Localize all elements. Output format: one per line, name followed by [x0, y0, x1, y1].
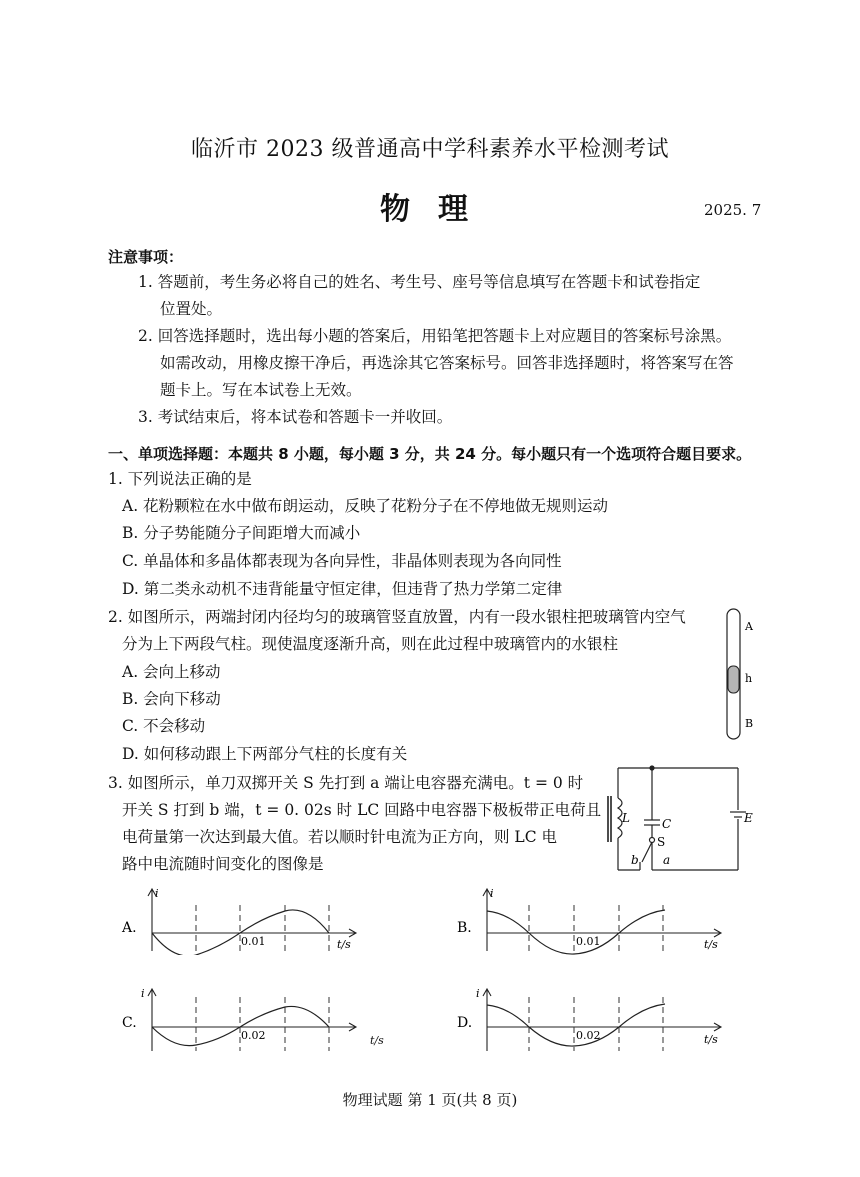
- graph-option-label: D.: [457, 1015, 473, 1031]
- q2-option-c: C. 不会移动: [122, 717, 206, 735]
- notice-line: 3. 考试结束后，将本试卷和答题卡一并收回。: [138, 408, 453, 426]
- graph-option-label: B.: [457, 920, 472, 936]
- q2-stem-line: 2. 如图所示，两端封闭内径均匀的玻璃管竖直放置，内有一段水银柱把玻璃管内空气: [108, 608, 686, 626]
- notice-line: 如需改动，用橡皮擦干净后，再选涂其它答案标号。回答非选择题时，将答案写在答: [160, 354, 734, 372]
- exam-title: 临沂市 2023 级普通高中学科素养水平检测考试: [191, 137, 669, 162]
- section-heading: 一、单项选择题：本题共 8 小题，每小题 3 分，共 24 分。每小题只有一个选项符合题目要求。: [108, 445, 752, 463]
- q2-stem-line: 分为上下两段气柱。现使温度逐渐升高，则在此过程中玻璃管内的水银柱: [122, 635, 619, 653]
- lc-circuit-figure: [600, 762, 765, 877]
- graph-tick-label: 0.01: [576, 935, 601, 948]
- q2-option-b: B. 会向下移动: [122, 690, 221, 708]
- graph-x-label: t/s: [704, 1033, 718, 1046]
- q1-option-b: B. 分子势能随分子间距增大而减小: [122, 524, 361, 542]
- graph-y-label: i: [476, 987, 480, 1000]
- tube-label-h: h: [745, 672, 753, 685]
- q3-stem-line: 开关 S 打到 b 端，t = 0. 02s 时 LC 回路中电容器下极板带正电荷且: [122, 801, 602, 819]
- circuit-label-c: C: [662, 817, 672, 831]
- graph-x-label: t/s: [704, 938, 718, 951]
- circuit-label-a: a: [663, 853, 671, 867]
- graph-option-c: [115, 985, 365, 1055]
- notice-heading: 注意事项：: [108, 248, 184, 266]
- graph-option-label: C.: [122, 1015, 137, 1031]
- glass-tube-figure: [720, 605, 765, 745]
- exam-date: 2025. 7: [704, 201, 762, 219]
- circuit-label-s: S: [657, 835, 666, 849]
- q3-stem-line: 3. 如图所示，单刀双掷开关 S 先打到 a 端让电容器充满电。t = 0 时: [108, 774, 584, 792]
- graph-tick-label: 0.02: [576, 1029, 601, 1042]
- graph-y-label: i: [141, 987, 145, 1000]
- q1-option-a: A. 花粉颗粒在水中做布朗运动，反映了花粉分子在不停地做无规则运动: [122, 497, 609, 515]
- q3-stem-line: 电荷量第一次达到最大值。若以顺时针电流为正方向，则 LC 电: [122, 828, 558, 846]
- circuit-label-e: E: [744, 811, 753, 825]
- q3-stem-line: 路中电流随时间变化的图像是: [122, 855, 324, 873]
- tube-label-b: B: [745, 717, 754, 730]
- graph-option-a: [115, 885, 365, 955]
- graph-option-d: [450, 985, 730, 1055]
- q2-option-a: A. 会向上移动: [122, 663, 221, 681]
- graph-y-label: i: [490, 887, 494, 900]
- graph-tick-label: 0.02: [241, 1029, 266, 1042]
- notice-line: 2. 回答选择题时，选出每小题的答案后，用铅笔把答题卡上对应题目的答案标号涂黑。: [138, 327, 732, 345]
- notice-line: 位置处。: [160, 300, 223, 318]
- notice-line: 1. 答题前，考生务必将自己的姓名、考生号、座号等信息填写在答题卡和试卷指定: [138, 273, 701, 291]
- subject-title: 物理: [380, 192, 496, 227]
- graph-x-label-c: t/s: [370, 1034, 384, 1047]
- graph-option-label: A.: [122, 920, 137, 936]
- tube-label-a: A: [745, 620, 753, 633]
- q1-stem: 1. 下列说法正确的是: [108, 470, 252, 488]
- graph-y-label: i: [155, 887, 159, 900]
- q2-option-d: D. 如何移动跟上下两部分气柱的长度有关: [122, 745, 408, 763]
- q1-option-c: C. 单晶体和多晶体都表现为各向异性，非晶体则表现为各向同性: [122, 552, 562, 570]
- graph-option-b: [450, 885, 730, 955]
- circuit-label-b: b: [631, 853, 639, 867]
- q1-option-d: D. 第二类永动机不违背能量守恒定律，但违背了热力学第二定律: [122, 580, 563, 598]
- notice-line: 题卡上。写在本试卷上无效。: [160, 381, 362, 399]
- page-footer: 物理试题 第 1 页(共 8 页): [342, 1091, 518, 1109]
- graph-tick-label: 0.01: [241, 935, 266, 948]
- circuit-label-l: L: [622, 811, 630, 825]
- graph-x-label: t/s: [337, 938, 351, 951]
